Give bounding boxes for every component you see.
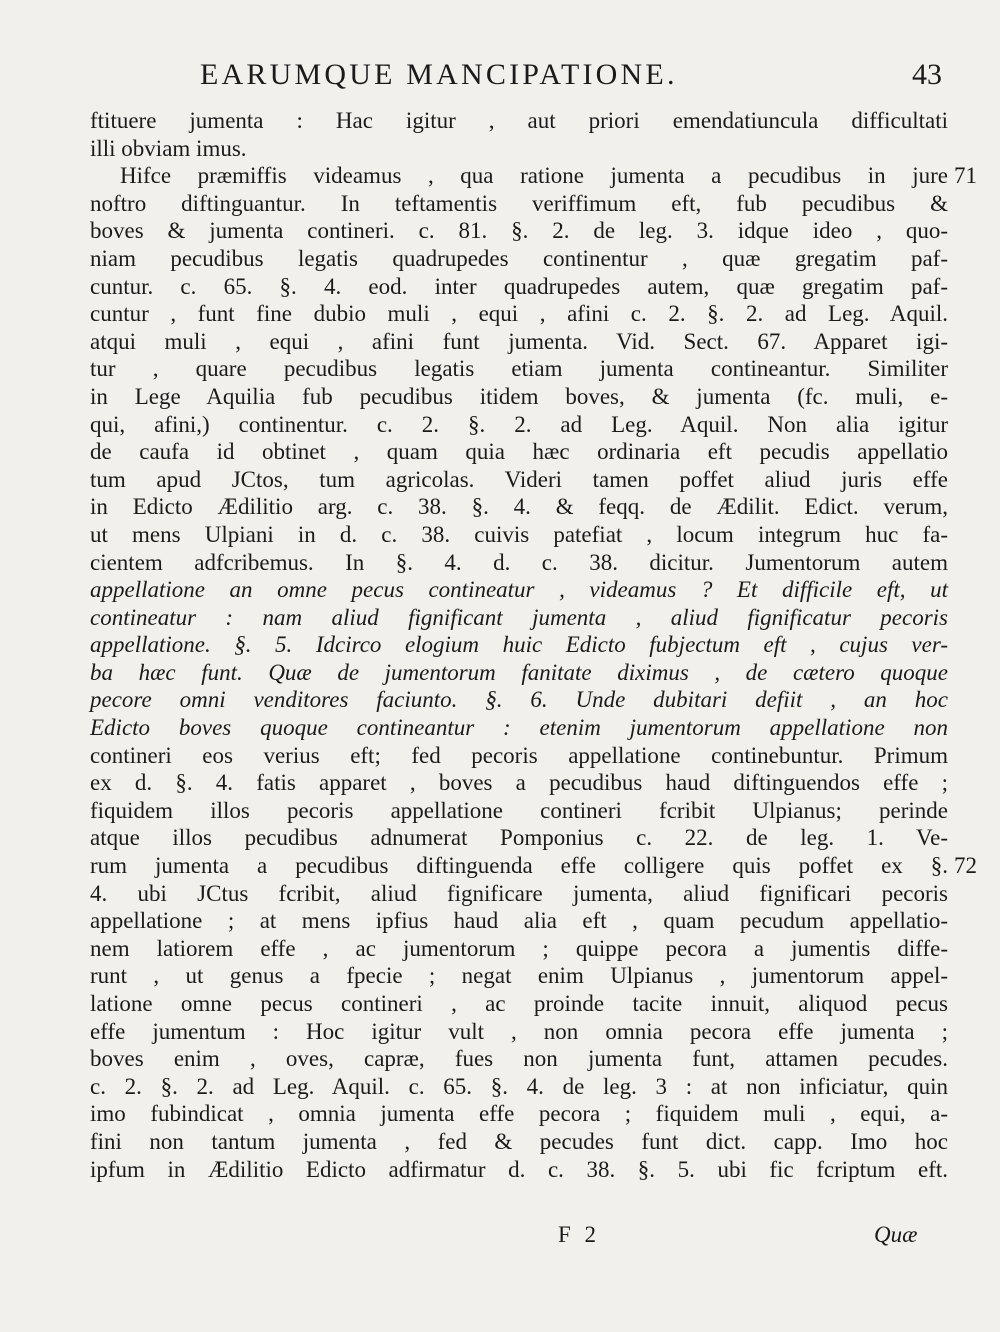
text-line: de caufa id obtinet , quam quia hæc ordinaria eft pecudis appellatio: [90, 439, 948, 465]
text-line: appellatione. §. 5. Idcirco elogium huic Edicto fubjectum eft , cujus ver-: [90, 632, 948, 658]
running-head: [0, 58, 1000, 98]
text-line: rum jumenta a pecudibus diftinguenda effe colligere quis poffet ex §.: [90, 853, 948, 879]
text-line: appellatione an omne pecus contineatur , videamus ? Et difficile eft, ut: [90, 577, 948, 603]
text-line: boves & jumenta contineri. c. 81. §. 2. de leg. 3. idque ideo , quo-: [90, 218, 948, 244]
text-line: tur , quare pecudibus legatis etiam jumenta contineantur. Similiter: [90, 356, 948, 382]
text-line: cientem adfcribemus. In §. 4. d. c. 38. dicitur. Jumentorum autem: [90, 549, 948, 575]
text-line: ipfum in Ædilitio Edicto adfirmatur d. c. 38. §. 5. ubi fic fcriptum eft.: [90, 1156, 948, 1182]
text-line: 4. ubi JCtus fcribit, aliud fignificare jumenta, aliud fignificari pecoris: [90, 880, 948, 906]
text-line: cuntur. c. 65. §. 4. eod. inter quadrupedes autem, quæ gregatim paf-: [90, 273, 948, 299]
text-line: tum apud JCtos, tum agricolas. Videri tamen poffet aliud juris effe: [90, 466, 948, 492]
text-line: ftituere jumenta : Hac igitur , aut priori emendatiuncula difficultati: [90, 108, 948, 133]
text-line: appellatione ; at mens ipfius haud alia eft , quam pecudum appellatio-: [90, 908, 948, 934]
margin-note: 72: [954, 853, 977, 878]
text-line: latione omne pecus contineri , ac proinde tacite innuit, aliquod pecus: [90, 991, 948, 1016]
text-line: in Lege Aquilia fub pecudibus itidem boves, & jumenta (fc. muli, e-: [90, 383, 948, 409]
text-line: ex d. §. 4. fatis apparet , boves a pecudibus haud diftinguendos effe ;: [90, 770, 948, 796]
text-line: boves enim , oves, capræ, fues non jumenta funt, attamen pecudes.: [90, 1046, 948, 1072]
text-line: atqui muli , equi , afini funt jumenta. Vid. Sect. 67. Apparet igi-: [90, 328, 948, 354]
text-line: atque illos pecudibus adnumerat Pomponius c. 22. de leg. 1. Ve-: [90, 825, 948, 851]
text-line: nem latiorem effe , ac jumentorum ; quippe pecora a jumentis diffe-: [90, 935, 948, 961]
text-line: contineatur : nam aliud fignificant jumenta , aliud fignificatur pecoris: [90, 604, 948, 630]
page-number: 43: [912, 58, 942, 91]
text-line: imo fubindicat , omnia jumenta effe pecora ; fiquidem muli , equi, a-: [90, 1101, 948, 1127]
text-line: pecore omni venditores faciunto. §. 6. Unde dubitari defiit , an hoc: [90, 687, 948, 713]
body-text: [90, 107, 948, 1183]
text-line: illi obviam imus.: [90, 135, 247, 161]
text-line: effe jumentum : Hoc igitur vult , non omnia pecora effe jumenta ;: [90, 1018, 948, 1044]
page-footer: [0, 1222, 1000, 1252]
text-line: in Edicto Ædilitio arg. c. 38. §. 4. & feqq. de Ædilit. Edict. verum,: [90, 494, 948, 520]
text-line: fiquidem illos pecoris appellatione contineri fcribit Ulpianus; perinde: [90, 797, 948, 823]
text-line: qui, afini,) continentur. c. 2. §. 2. ad Leg. Aquil. Non alia igitur: [90, 411, 948, 437]
text-line: Hifce præmiffis videamus , qua ratione jumenta a pecudibus in jure: [120, 163, 948, 189]
text-line: cuntur , funt fine dubio muli , equi , afini c. 2. §. 2. ad Leg. Aquil.: [90, 301, 948, 327]
text-line: Edicto boves quoque contineantur : etenim jumentorum appellatione non: [90, 715, 948, 741]
signature-mark: F 2: [558, 1222, 601, 1247]
catchword: Quæ: [874, 1222, 918, 1247]
text-line: noftro diftinguantur. In teftamentis veriffimum eft, fub pecudibus &: [90, 190, 948, 216]
text-line: ba hæc funt. Quæ de jumentorum fanitate diximus , de cætero quoque: [90, 659, 948, 685]
text-line: runt , ut genus a fpecie ; negat enim Ulpianus , jumentorum appel-: [90, 963, 948, 989]
text-line: niam pecudibus legatis quadrupedes continentur , quæ gregatim paf-: [90, 245, 948, 271]
margin-note: 71: [954, 163, 977, 188]
text-line: fini non tantum jumenta , fed & pecudes funt dict. capp. Imo hoc: [90, 1128, 948, 1154]
running-title: EARUMQUE MANCIPATIONE.: [200, 58, 678, 91]
text-line: ut mens Ulpiani in d. c. 38. cuivis patefiat , locum integrum huc fa-: [90, 521, 948, 547]
text-line: c. 2. §. 2. ad Leg. Aquil. c. 65. §. 4. de leg. 3 : at non inficiatur, quin: [90, 1073, 948, 1099]
text-line: contineri eos verius eft; fed pecoris appellatione continebuntur. Primum: [90, 742, 948, 768]
